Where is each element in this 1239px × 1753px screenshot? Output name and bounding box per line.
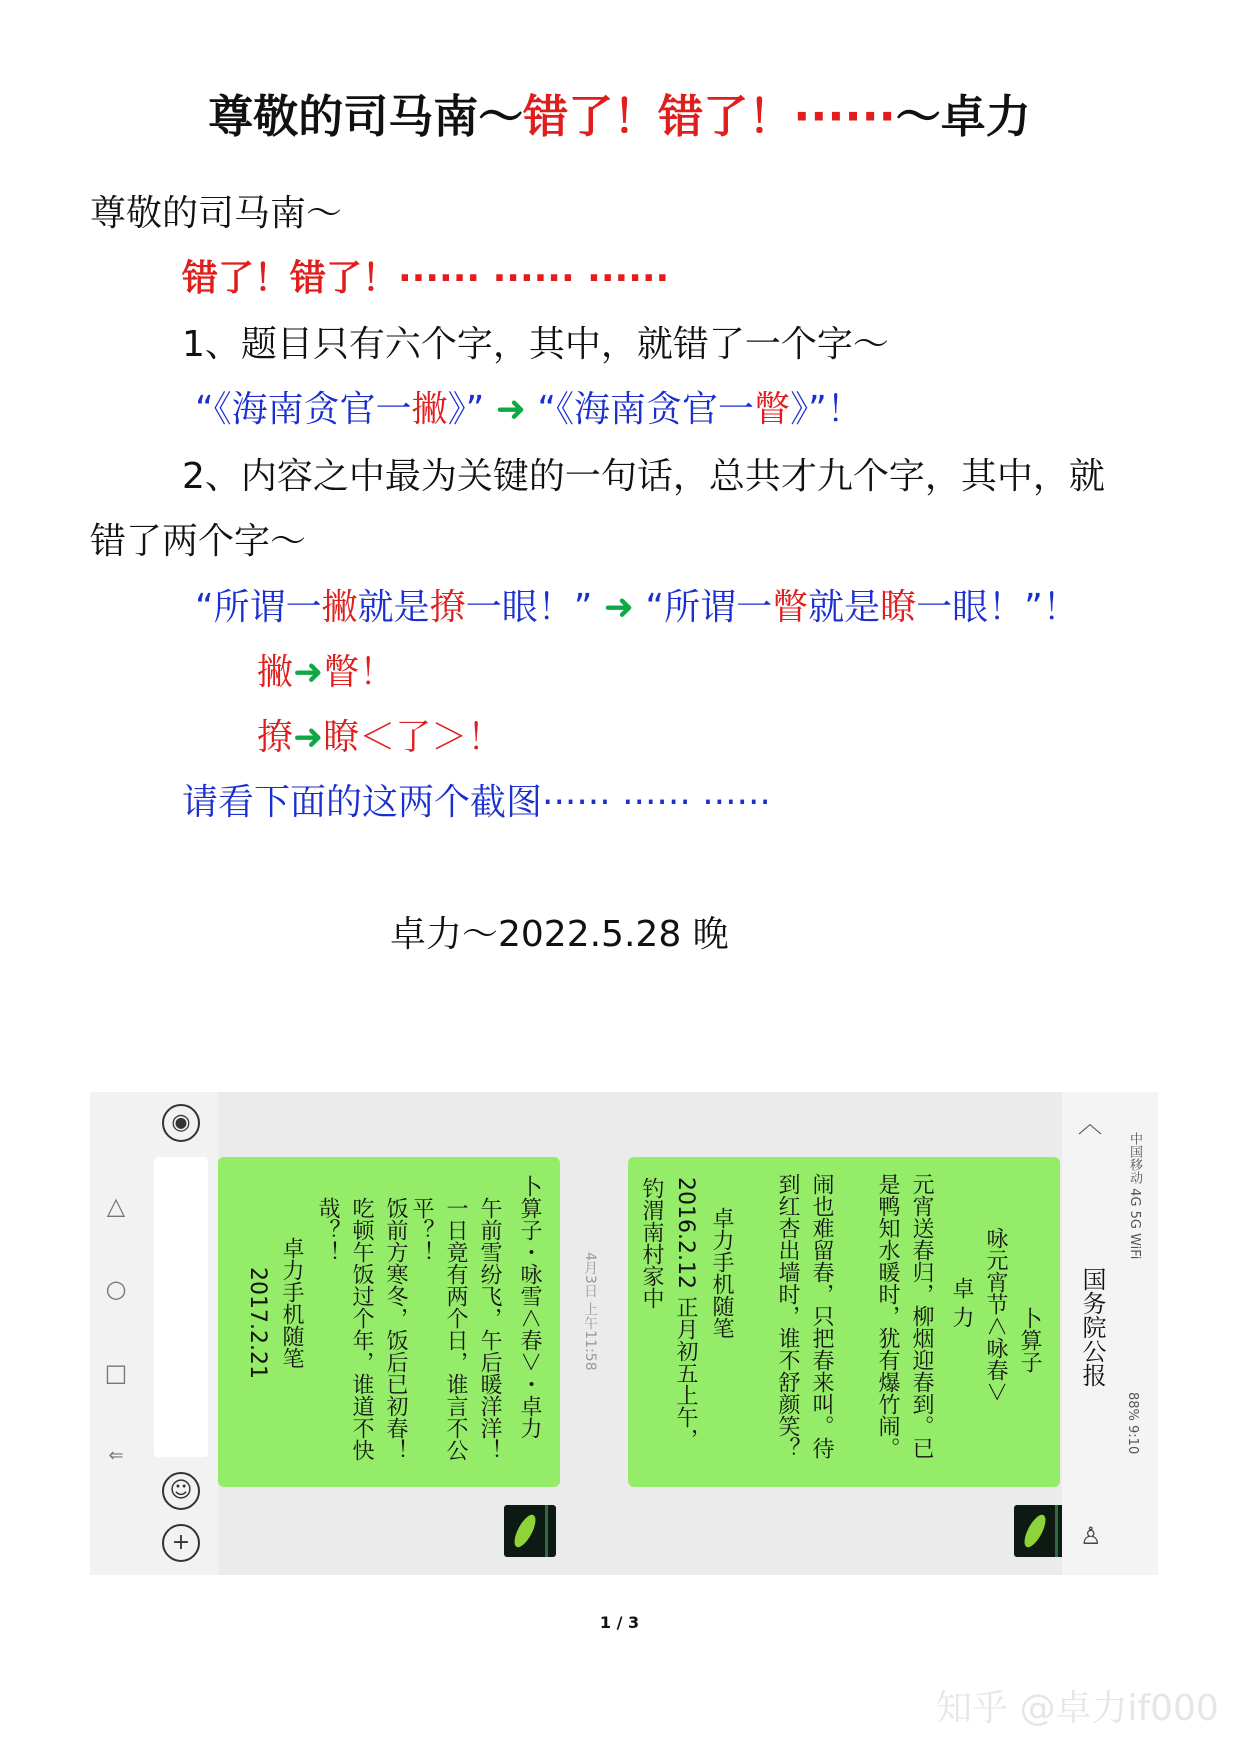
input-bar [90, 1092, 218, 1575]
point-two: 2、内容之中最为关键的一句话，总共才九个字，其中，就 [182, 456, 1105, 497]
chat-screenshot [90, 1092, 1158, 1575]
bubble-left-body2: 饭前方寒冬，饭后已初春！吃顿午饭过个年，谁道不快哉？！ [315, 1197, 408, 1461]
arrow-icon: ➜ [293, 652, 324, 693]
page-title [0, 80, 1239, 145]
bubble-right-sub: 咏元宵节＜咏春＞ [983, 1227, 1008, 1404]
bubble-right-author: 卓 力 [949, 1277, 974, 1328]
s-b: 撇 [321, 587, 358, 628]
s-a: “所谓一 [195, 587, 322, 628]
circle-home-icon[interactable]: ○ [105, 1275, 127, 1303]
message-input[interactable] [154, 1157, 208, 1457]
bubble-right-head: 卜算子 [1017, 1307, 1042, 1373]
avatar-icon[interactable] [504, 1505, 556, 1557]
s-h: 就是 [808, 587, 881, 628]
fix2-a: 撩 [257, 717, 294, 758]
title-part2: 错了！错了！······ [523, 90, 896, 143]
title-part1: 尊敬的司马南～ [208, 90, 524, 143]
signature: 卓力～2022.5.28 晚 [390, 914, 729, 955]
s-d: 撩 [429, 587, 466, 628]
fix1-b: 瞥！ [323, 652, 396, 693]
bubble-right-date: 2016.2.12 正月初五上午，钓渭南村家中 [639, 1177, 698, 1450]
wrong-char: 撇 [411, 389, 448, 430]
square-recent-icon[interactable]: □ [104, 1359, 128, 1387]
char-fix-2 [257, 709, 503, 760]
s-g: 瞥 [772, 587, 809, 628]
bubble-right-sign: 卓力手机随笔 [709, 1207, 734, 1339]
char-fix-1 [257, 644, 395, 695]
fix1-a: 撇 [257, 652, 294, 693]
bubble-left-body1: 午前雪纷飞，午后暖洋洋！一日竟有两个日，谁言不公平？！ [409, 1197, 502, 1461]
watermark: 知乎 @卓力if000 [936, 1688, 1219, 1729]
avatar-icon[interactable] [1014, 1505, 1066, 1557]
title-correction [195, 381, 863, 432]
right-char: 瞥 [754, 389, 791, 430]
voice-icon[interactable]: ◉ [162, 1104, 200, 1142]
s-f: “所谓一 [645, 587, 773, 628]
status-bar-top: 中国移动 4G 5G WiFi [1127, 1132, 1142, 1260]
arrow-icon: ➜ [484, 389, 538, 430]
title-part3: ～卓力 [895, 90, 1031, 143]
s-i: 瞭 [880, 587, 917, 628]
triangle-back-icon[interactable]: △ [106, 1192, 126, 1220]
salutation: 尊敬的司马南～ [90, 193, 343, 234]
point-one: 1、题目只有六个字，其中，就错了一个字～ [182, 324, 889, 365]
bubble-left-sign: 卓力手机随笔 [279, 1237, 304, 1369]
error-exclaim: 错了！错了！······ ······ ······ [182, 258, 670, 299]
chat-title: 国务院公报 [1078, 1267, 1106, 1387]
plus-icon[interactable]: + [162, 1524, 200, 1562]
bubble-right-body2: 闹也难留春，只把春来叫。待到红杏出墙时，谁不舒颜笑？ [775, 1173, 834, 1459]
right-title-d: “《海南贪官一 [537, 389, 755, 430]
arrow-icon: ➜ [293, 717, 324, 758]
collapse-icon[interactable]: ⇐ [108, 1445, 124, 1466]
message-bubble-left[interactable] [218, 1157, 560, 1487]
person-icon[interactable]: ♙ [1080, 1522, 1102, 1550]
fix2-b: 瞭＜了＞！ [323, 717, 504, 758]
point-two-cont: 错了两个字～ [90, 521, 307, 562]
wrong-title-a: “《海南贪官一 [195, 389, 412, 430]
see-screenshots: 请看下面的这两个截图······ ······ ······ [182, 782, 771, 823]
right-title-f: 》”！ [790, 389, 863, 430]
bubble-left-head: 卜算子・咏雪＜春＞・卓力 [517, 1175, 542, 1440]
page-number: 1 / 3 [599, 1613, 640, 1632]
bubble-right-body1: 元宵送春归，柳烟迎春到。已是鸭知水暖时，犹有爆竹闹。 [875, 1173, 934, 1459]
sentence-correction [195, 579, 1079, 630]
emoji-icon[interactable]: ☺ [162, 1472, 200, 1510]
s-j: 一眼！”！ [916, 587, 1079, 628]
chevron-up-icon[interactable]: ︿ [1078, 1110, 1102, 1138]
message-bubble-right[interactable] [628, 1157, 1060, 1487]
wrong-title-c: 》” [447, 389, 485, 430]
arrow-icon: ➜ [592, 587, 646, 628]
status-bar-bottom: 88% 9:10 [1125, 1392, 1140, 1455]
bubble-left-date: 2017.2.21 [245, 1267, 270, 1379]
s-c: 就是 [357, 587, 430, 628]
message-time: 4月3日 上午11:58 [582, 1252, 598, 1371]
s-e: 一眼！” [465, 587, 593, 628]
